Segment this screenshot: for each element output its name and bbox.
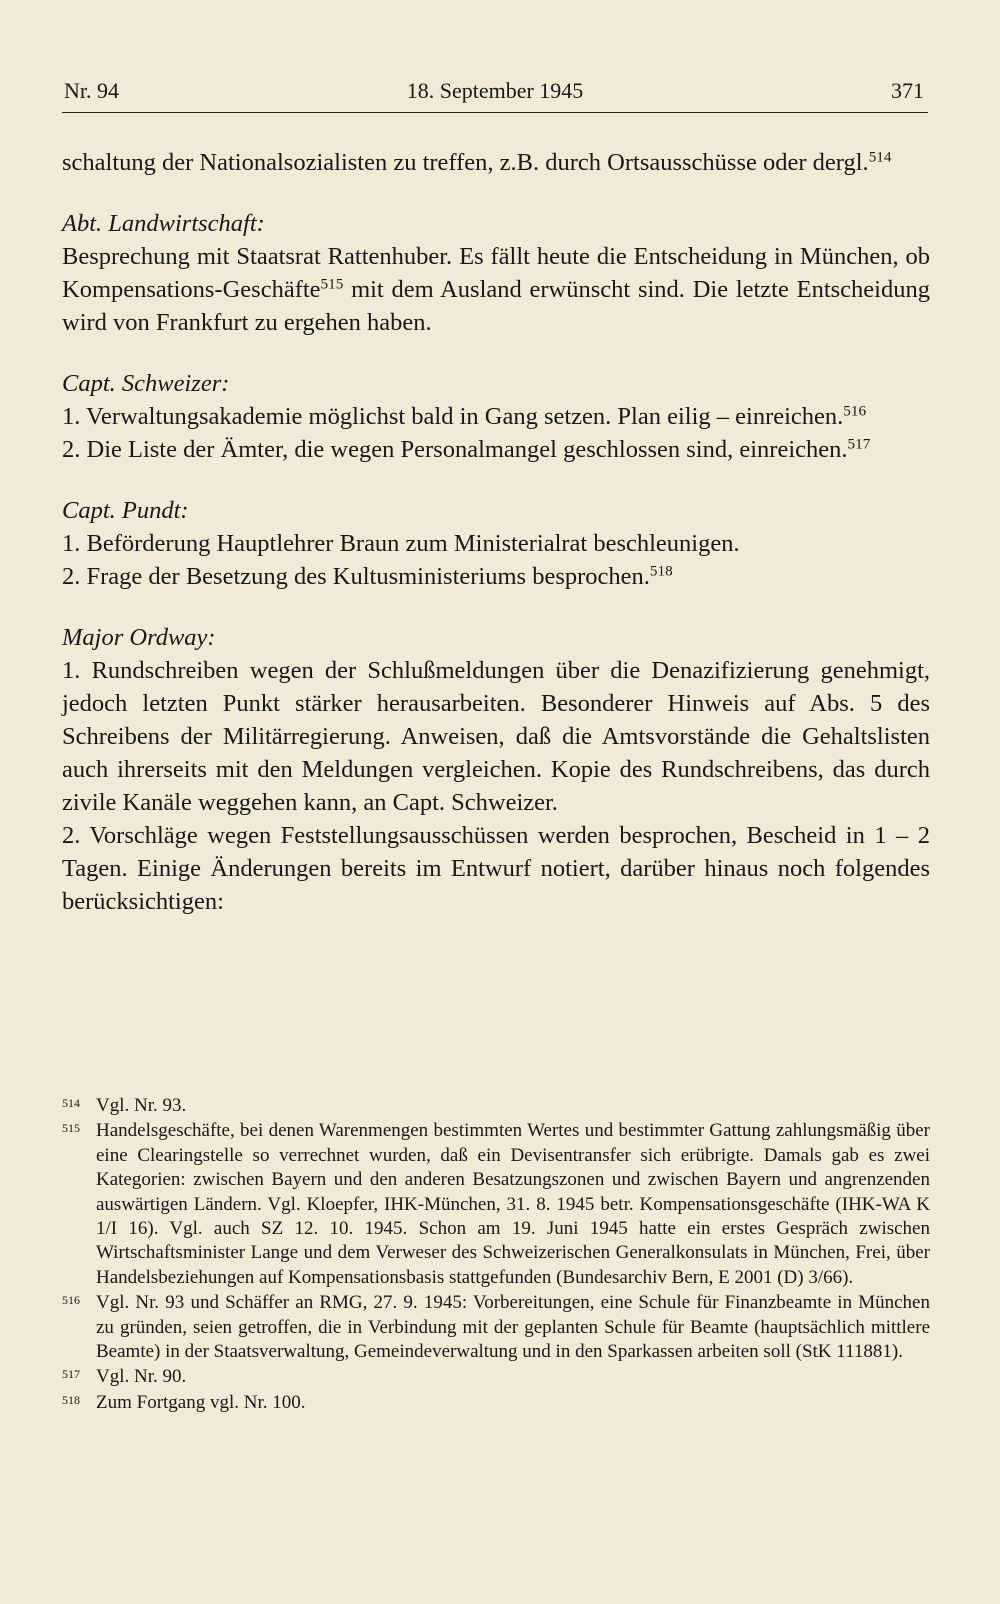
footnote-ref: 518 <box>649 562 673 580</box>
footnote-ref: 515 <box>320 275 344 293</box>
item-schweizer-2 <box>62 433 930 466</box>
paragraph-text: mit dem Ausland erwünscht sind. Die letzte Entscheidung wird von Frankfurt zu ergehen haben. <box>62 276 930 336</box>
footnote-518 <box>62 1391 930 1415</box>
item-text: 2. Frage der Besetzung des Kultusministeriums besprochen. <box>62 563 650 590</box>
footnote-text: Vgl. Nr. 93 und Schäffer an RMG, 27. 9. 1945: Vorbereitungen, eine Schule für Finanzbeamte in München zu gründen, seien getroffen, die in Verbindung mit der geplanten Schule für Beamte (hauptsächlich mittlere Beamte) in der Staatsverwaltung, Gemeindeverwaltung und in den Sparkassen arbeiten soll (StK 111881). <box>96 1292 930 1363</box>
page-number: 371 <box>891 78 924 103</box>
item-ordway-2: 2. Vorschläge wegen Feststellungsausschüssen werden besprochen, Bescheid in 1 – 2 Tagen. Einige Änderungen bereits im Entwurf notiert, darüber hinaus noch folgendes berücksichtigen: <box>62 822 930 915</box>
footnote-number: 514 <box>62 1096 80 1110</box>
main-text <box>62 146 930 918</box>
item-pundt-2 <box>62 560 930 593</box>
paragraph-text: Besprechung mit Staatsrat Rattenhuber. Es fällt heute die Entscheidung in München, ob Kompensations-Geschäfte <box>62 243 930 303</box>
item-text: 1. Verwaltungsakademie möglichst bald in Gang setzen. Plan eilig – einreichen. <box>62 403 844 430</box>
paragraph-landwirtschaft <box>62 240 930 339</box>
footnote-516 <box>62 1291 930 1364</box>
footnote-ref: 517 <box>847 435 871 453</box>
footnote-515 <box>62 1119 930 1290</box>
section-heading-schweizer: Capt. Schweizer: <box>62 370 230 397</box>
paragraph-continuation <box>62 146 930 179</box>
footnote-number: 518 <box>62 1392 80 1407</box>
section-heading-pundt: Capt. Pundt: <box>62 497 189 524</box>
footnote-number: 516 <box>62 1293 80 1308</box>
section-heading-ordway: Major Ordway: <box>62 624 216 651</box>
footnotes <box>62 1094 930 1416</box>
item-ordway-1: 1. Rundschreiben wegen der Schlußmeldungen über die Denazifizierung genehmigt, jedoch letzten Punkt stärker herausarbeiten. Besonderer Hinweis auf Abs. 5 des Schreibens der Militärregierung. Anweisen, daß die Amtsvorstände die Gehaltslisten auch ihrerseits mit den Meldungen vergleichen. Kopie des Rundschreibens, das durch zivile Kanäle weggehen kann, an Capt. Schweizer. <box>62 657 930 816</box>
footnote-ref: 514 <box>868 148 892 166</box>
footnote-text: Handelsgeschäfte, bei denen Warenmengen bestimmten Wertes und bestimmter Gattung zahlungsmäßig über eine Clearingstelle so verrechnet wurden, daß ein Devisentransfer sich erübrigte. Damals gab es zwei Kategorien: zwischen Bayern und den anderen Besatzungszonen und zwischen Bayern und angrenzenden auswärtigen Ländern. Vgl. Kloepfer, IHK-München, 31. 8. 1945 betr. Kompensationsgeschäfte (IHK-WA K 1/I 16). Vgl. auch SZ 12. 10. 1945. Schon am 19. Juni 1945 hatte ein erstes Gespräch zwischen Wirtschaftsminister Lange und dem Verweser des Schweizerischen Generalkonsulats in München, Frei, über Handelsbeziehungen auf Kompensationsbasis stattgefunden (Bundesarchiv Bern, E 2001 (D) 3/66). <box>96 1120 930 1288</box>
footnote-number: 517 <box>62 1367 80 1382</box>
footnote-text: Zum Fortgang vgl. Nr. 100. <box>96 1391 306 1413</box>
header-rule <box>62 112 928 113</box>
item-pundt-1: 1. Beförderung Hauptlehrer Braun zum Ministerialrat beschleunigen. <box>62 530 740 557</box>
paragraph-text: schaltung der Nationalsozialisten zu treffen, z.B. durch Ortsausschüsse oder dergl. <box>62 149 869 176</box>
footnote-text: Vgl. Nr. 93. <box>96 1095 187 1116</box>
footnote-ref: 516 <box>843 402 867 420</box>
item-text: 2. Die Liste der Ämter, die wegen Personalmangel geschlossen sind, einreichen. <box>62 436 848 463</box>
footnote-number: 515 <box>62 1121 80 1136</box>
running-header <box>62 78 928 112</box>
section-heading-landwirtschaft: Abt. Landwirtschaft: <box>62 210 265 237</box>
footnote-514 <box>62 1094 930 1118</box>
document-number: Nr. 94 <box>64 78 119 103</box>
footnote-517 <box>62 1365 930 1389</box>
item-schweizer-1 <box>62 400 930 433</box>
header-date: 18. September 1945 <box>406 78 584 103</box>
footnote-text: Vgl. Nr. 90. <box>96 1366 187 1388</box>
